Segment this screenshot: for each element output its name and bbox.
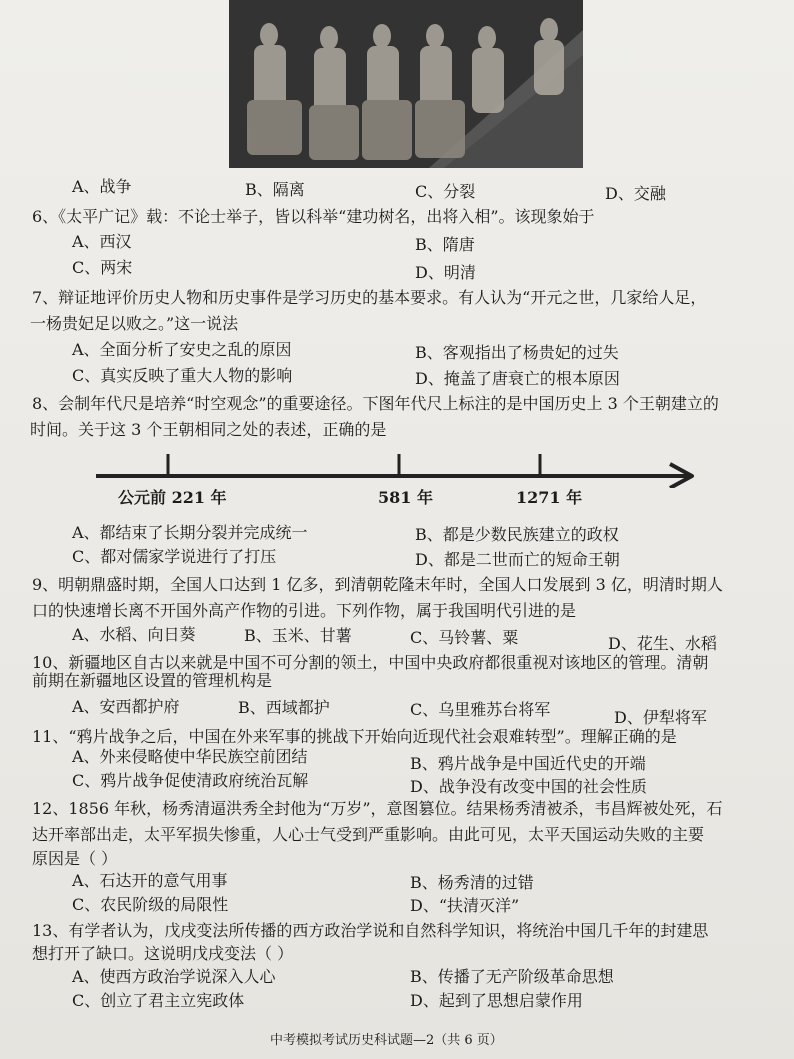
q6-option-a: A、西汉 — [72, 232, 132, 251]
q9-option-a: A、水稻、向日葵 — [72, 625, 196, 644]
q6-option-d: D、明清 — [415, 263, 476, 282]
q12-stem-line2: 达开率部出走，太平军损失惨重，人心士气受到严重影响。由此可见，太平天国运动失败的主要 — [32, 825, 705, 844]
q7-option-c: C、真实反映了重大人物的影响 — [72, 366, 293, 385]
q13-option-b: B、传播了无产阶级革命思想 — [410, 967, 614, 986]
q8-stem-line1: 8、会制年代尺是培养“时空观念”的重要途径。下图年代尺上标注的是中国历史上 3 个王朝建立的 — [32, 394, 719, 413]
q7-option-d: D、掩盖了唐衰亡的根本原因 — [415, 369, 620, 388]
q7-stem-line1: 7、辩证地评价历史人物和历史事件是学习历史的基本要求。有人认为“开元之世，几家给人足， — [32, 288, 707, 307]
timeline-label-581: 581 年 — [378, 488, 433, 507]
q13-stem-line1: 13、有学者认为，戊戌变法所传播的西方政治学说和自然科学知识，将统治中国几千年的封建思 — [32, 921, 709, 940]
q13-option-c: C、创立了君主立宪政体 — [72, 991, 245, 1010]
q6-option-c: C、两宋 — [72, 258, 133, 277]
q12-option-b: B、杨秀清的过错 — [410, 873, 534, 892]
q9-option-b: B、玉米、甘薯 — [244, 626, 352, 645]
q5-option-d: D、交融 — [605, 184, 666, 203]
q12-option-d: D、“扶清灭洋” — [410, 896, 520, 915]
q11-option-b: B、鸦片战争是中国近代史的开端 — [410, 754, 646, 773]
q11-option-c: C、鸦片战争促使清政府统治瓦解 — [72, 771, 309, 790]
q6-option-b: B、隋唐 — [415, 235, 475, 254]
q7-stem-line2: 一杨贵妃足以败之。”这一说法 — [30, 314, 239, 333]
q8-option-d: D、都是二世而亡的短命王朝 — [415, 550, 620, 569]
q10-option-d: D、伊犁将军 — [614, 708, 707, 727]
q9-option-d: D、花生、水稻 — [608, 634, 717, 653]
q7-option-a: A、全面分析了安史之乱的原因 — [72, 340, 292, 359]
q9-stem-line2: 口的快速增长离不开国外高产作物的引进。下列作物，属于我国明代引进的是 — [32, 601, 577, 620]
q8-stem-line2: 时间。关于这 3 个王朝相同之处的表述，正确的是 — [30, 420, 387, 439]
q12-option-a: A、石达开的意气用事 — [72, 871, 228, 890]
q10-stem-line1: 10、新疆地区自古以来就是中国不可分割的领土，中国中央政府都很重视对该地区的管理。清朝 — [32, 653, 709, 672]
q5-option-b: B、隔离 — [245, 180, 305, 199]
q9-option-c: C、马铃薯、粟 — [410, 628, 519, 647]
q11-option-d: D、战争没有改变中国的社会性质 — [410, 777, 647, 796]
q8-option-b: B、都是少数民族建立的政权 — [415, 525, 619, 544]
q11-stem: 11、“鸦片战争之后，中国在外来军事的挑战下开始向近现代社会艰难转型”。理解正确的是 — [32, 727, 677, 746]
q5-option-c: C、分裂 — [415, 182, 476, 201]
timeline-label-221bc: 公元前 221 年 — [118, 488, 227, 507]
q8-option-a: A、都结束了长期分裂并完成统一 — [72, 523, 308, 542]
terracotta-warriors-photo — [229, 0, 583, 168]
timeline-axis — [92, 448, 702, 488]
q10-option-b: B、西域都护 — [238, 698, 330, 717]
q5-option-a: A、战争 — [72, 177, 132, 196]
q10-stem-line2: 前期在新疆地区设置的管理机构是 — [32, 671, 273, 690]
q10-option-c: C、乌里雅苏台将军 — [410, 700, 551, 719]
q9-stem-line1: 9、明朝鼎盛时期，全国人口达到 1 亿多，到清朝乾隆末年时，全国人口发展到 3 亿，明清时期人 — [32, 575, 723, 594]
q10-option-a: A、安西都护府 — [72, 697, 180, 716]
page-footer: 中考模拟考试历史科试题—2（共 6 页） — [270, 1033, 503, 1048]
q12-stem-line3: 原因是（ ） — [32, 849, 118, 868]
q7-option-b: B、客观指出了杨贵妃的过失 — [415, 343, 619, 362]
q6-stem: 6、《太平广记》载：不论士举子，皆以科举“建功树名，出将入相”。该现象始于 — [32, 207, 595, 226]
q13-option-d: D、起到了思想启蒙作用 — [410, 991, 583, 1010]
q13-option-a: A、使西方政治学说深入人心 — [72, 967, 276, 986]
q13-stem-line2: 想打开了缺口。这说明戊戌变法（ ） — [32, 944, 294, 963]
timeline-label-1271: 1271 年 — [516, 488, 583, 507]
q8-option-c: C、都对儒家学说进行了打压 — [72, 547, 277, 566]
q11-option-a: A、外来侵略使中华民族空前团结 — [72, 747, 308, 766]
q12-option-c: C、农民阶级的局限性 — [72, 895, 229, 914]
q12-stem-line1: 12、1856 年秋，杨秀清逼洪秀全封他为“万岁”，意图篡位。结果杨秀清被杀，韦昌辉被处死，石 — [32, 799, 723, 818]
